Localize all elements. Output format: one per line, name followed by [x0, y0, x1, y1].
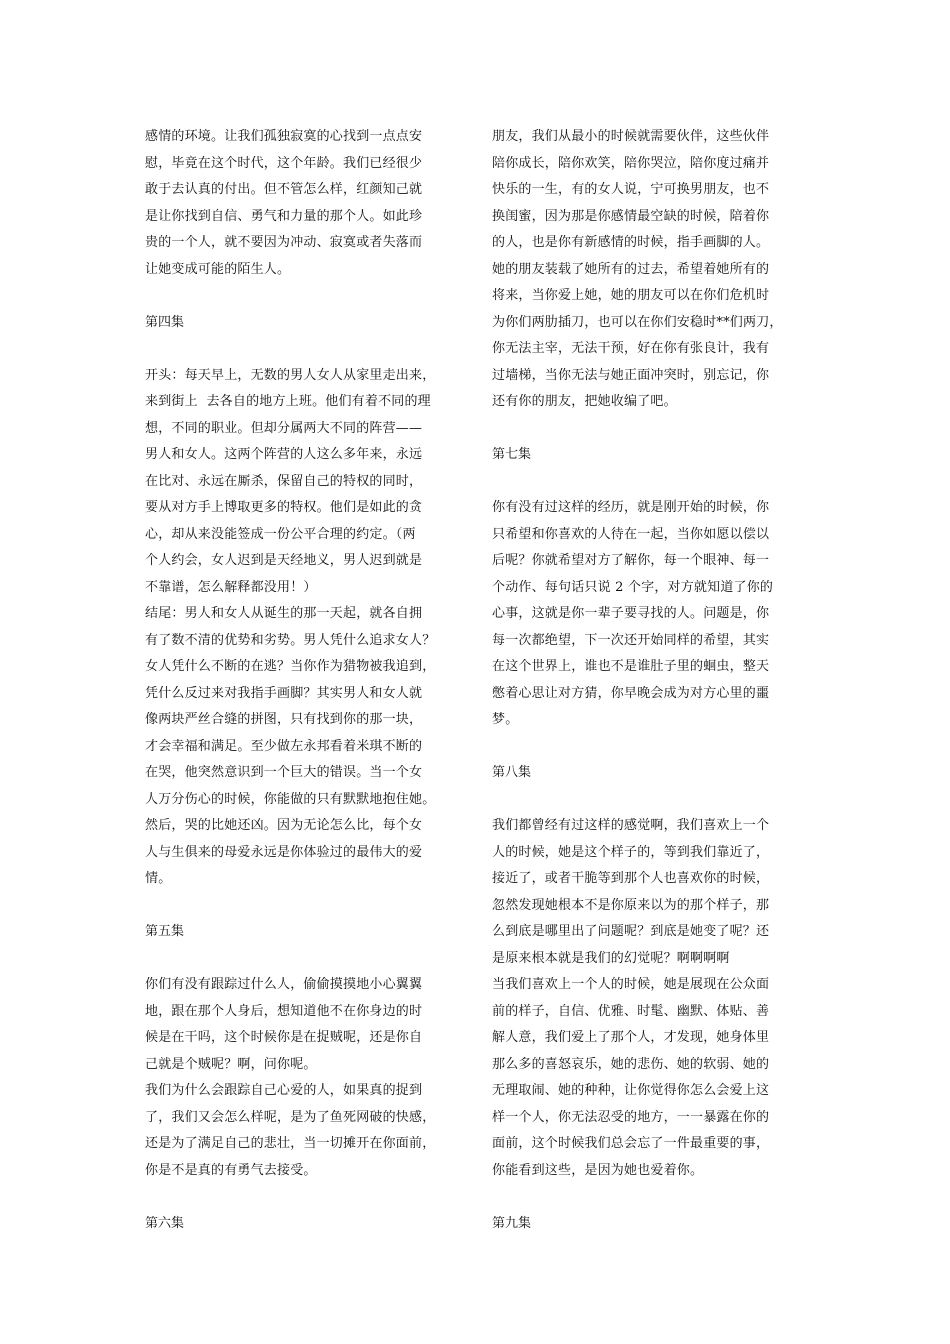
text-line: 贵的一个人，就不要因为冲动、寂寞或者失落而: [145, 235, 423, 250]
text-line: 为你们两肋插刀，也可以在你们安稳时**们两刀，: [492, 314, 783, 330]
right-column: [492, 124, 810, 1237]
text-line: 个动作、每句话只说 2 个字，对方就知道了你的: [492, 579, 774, 595]
paragraph-gap: [492, 734, 810, 761]
text-line: 前的样子，自信、优雅、时髦、幽默、体贴、善: [492, 1003, 770, 1019]
paragraph-episode-4: [145, 363, 463, 893]
episode-9-heading: 第九集: [492, 1215, 532, 1231]
text-line: 样一个人，你无法忍受的地方，一一暴露在你的: [492, 1109, 770, 1125]
text-line: 心事，这就是你一辈子要寻找的人。问题是，你: [492, 606, 770, 621]
text-line: 女人凭什么不断的在逃？当你作为猎物被我追到，: [145, 659, 436, 674]
text-line: 你无法主宰，无法干预，好在你有张良计，我有: [492, 341, 770, 356]
text-line: 后呢？你就希望对方了解你，每一个眼神、每一: [492, 553, 770, 568]
text-line: 个人约会，女人迟到是天经地义，男人迟到就是: [145, 553, 423, 568]
episode-4-heading: 第四集: [145, 314, 185, 330]
text-line: 心，却从来没能签成一份公平合理的约定。（两: [145, 526, 416, 542]
text-line: 想，不同的职业。但却分属两大不同的阵营——: [145, 420, 423, 436]
paragraph-episode-8: [492, 813, 810, 1184]
text-line: 你们有没有跟踪过什么人，偷偷摸摸地小心翼翼: [145, 977, 423, 992]
text-line: 你有没有过这样的经历，就是刚开始的时候，你: [492, 500, 770, 515]
text-line: 我们都曾经有过这样的感觉啊，我们喜欢上一个: [492, 818, 770, 833]
text-line: 人万分伤心的时候，你能做的只有默默地抱住她。: [145, 791, 436, 807]
text-line: 不靠谱，怎么解释都没用！）: [145, 579, 317, 595]
text-line: 地，跟在那个人身后，想知道他不在你身边的时: [145, 1003, 423, 1019]
text-line: 那么多的喜怒哀乐，她的悲伤、她的软弱、她的: [492, 1056, 770, 1072]
paragraph-episode-6: [492, 124, 810, 416]
text-line: 在哭，他突然意识到一个巨大的错误。当一个女: [145, 765, 423, 780]
text-line: 是原来根本就是我们的幻觉呢？啊啊啊啊: [492, 950, 730, 966]
text-line: 像两块严丝合缝的拼图，只有找到你的那一块，: [145, 712, 423, 727]
paragraph-episode-5: [145, 972, 463, 1184]
text-line: 让她变成可能的陌生人。: [145, 261, 291, 277]
text-line: 男人和女人。这两个阵营的人这么多年来，永远: [145, 447, 423, 462]
text-line: 在比对、永远在厮杀，保留自己的特权的同时，: [145, 473, 423, 489]
paragraph-gap: [145, 893, 463, 920]
text-line: 梦。: [492, 712, 519, 727]
text-line: 情。: [145, 871, 172, 886]
episode-5-heading: 第五集: [145, 924, 185, 939]
paragraph-gap: [145, 283, 463, 310]
paragraph-gap: [492, 416, 810, 443]
text-line: 是让你找到自信、勇气和力量的那个人。如此珍: [145, 208, 423, 224]
text-line: 人的时候，她是这个样子的，等到我们靠近了，: [492, 844, 770, 860]
text-line: 己就是个贼呢？啊，问你呢。: [145, 1056, 317, 1072]
text-line: 候是在干吗，这个时候你是在捉贼呢，还是你自: [145, 1030, 423, 1045]
text-line: 才会幸福和满足。至少做左永邦看着米琪不断的: [145, 738, 423, 754]
paragraph-gap: [492, 1184, 810, 1211]
paragraph-gap: [145, 336, 463, 363]
paragraph-gap: [492, 787, 810, 814]
paragraph-episode-7: [492, 495, 810, 734]
text-line: 在这个世界上，谁也不是谁肚子里的蛔虫，整天: [492, 659, 770, 674]
text-line: 过墙梯，当你无法与她正面冲突时，别忘记，你: [492, 367, 770, 383]
text-line: 感情的环境。让我们孤独寂寞的心找到一点点安: [145, 129, 423, 144]
left-column: [145, 124, 463, 1237]
episode-7-heading: 第七集: [492, 447, 532, 462]
text-line: 换闺蜜，因为那是你感情最空缺的时候，陪着你: [492, 208, 770, 224]
paragraph-gap: [145, 946, 463, 973]
text-line: 慰，毕竟在这个时代，这个年龄。我们已经很少: [145, 155, 423, 171]
text-line: 还有你的朋友，把她收编了吧。: [492, 394, 677, 409]
text-line: 然后，哭的比她还凶。因为无论怎么比，每个女: [145, 818, 423, 833]
text-line: 凭什么反过来对我指手画脚？其实男人和女人就: [145, 685, 423, 701]
text-line: 么到底是哪里出了问题呢？到底是她变了呢？还: [492, 924, 770, 939]
text-line: 结尾：男人和女人从诞生的那一天起，就各自拥: [145, 606, 423, 621]
text-line: 的人，也是你有新感情的时候，指手画脚的人。: [492, 235, 770, 250]
text-line: 朋友，我们从最小的时候就需要伙伴，这些伙伴: [492, 129, 770, 144]
paragraph-gap: [492, 469, 810, 496]
paragraph-gap: [145, 1184, 463, 1211]
text-line: 陪你成长，陪你欢笑，陪你哭泣，陪你度过痛并: [492, 155, 770, 171]
text-line: 我们为什么会跟踪自己心爱的人，如果真的捉到: [145, 1083, 423, 1098]
text-line: 每一次都绝望，下一次还开始同样的希望，其实: [492, 632, 770, 648]
text-line: 无理取闹、她的种种，让你觉得你怎么会爱上这: [492, 1083, 770, 1098]
text-line: 来到街上 去各自的地方上班。他们有着不同的理: [145, 394, 431, 409]
text-line: 快乐的一生，有的女人说，宁可换男朋友，也不: [492, 182, 770, 197]
episode-8-heading: 第八集: [492, 765, 532, 780]
text-line: 你是不是真的有勇气去接受。: [145, 1162, 317, 1178]
text-line: 解人意，我们爱上了那个人，才发现，她身体里: [492, 1030, 770, 1045]
text-line: 敢于去认真的付出。但不管怎么样，红颜知己就: [145, 182, 423, 197]
text-line: 忽然发现她根本不是你原来以为的那个样子，那: [492, 897, 770, 913]
text-line: 还是为了满足自己的悲壮，当一切摊开在你面前，: [145, 1136, 436, 1151]
episode-6-heading: 第六集: [145, 1215, 185, 1231]
text-line: 将来，当你爱上她，她的朋友可以在你们危机时: [492, 288, 770, 303]
text-line: 了，我们又会怎么样呢，是为了鱼死网破的快感，: [145, 1109, 436, 1125]
text-line: 要从对方手上博取更多的特权。他们是如此的贪: [145, 500, 423, 515]
text-line: 接近了，或者干脆等到那个人也喜欢你的时候，: [492, 871, 770, 886]
text-line: 有了数不清的优势和劣势。男人凭什么追求女人？: [145, 632, 436, 648]
text-line: 开头：每天早上，无数的男人女人从家里走出来，: [145, 367, 436, 383]
text-line: 人与生俱来的母爱永远是你体验过的最伟大的爱: [145, 844, 423, 860]
paragraph-intro: [145, 124, 463, 283]
text-line: 你能看到这些，是因为她也爱着你。: [492, 1162, 704, 1178]
text-line: 面前，这个时候我们总会忘了一件最重要的事，: [492, 1136, 770, 1151]
text-line: 憋着心思让对方猜，你早晚会成为对方心里的噩: [492, 685, 770, 701]
text-line: 当我们喜欢上一个人的时候，她是展现在公众面: [492, 977, 770, 992]
text-line: 她的朋友装载了她所有的过去，希望着她所有的: [492, 261, 770, 277]
text-line: 只希望和你喜欢的人待在一起，当你如愿以偿以: [492, 526, 770, 542]
